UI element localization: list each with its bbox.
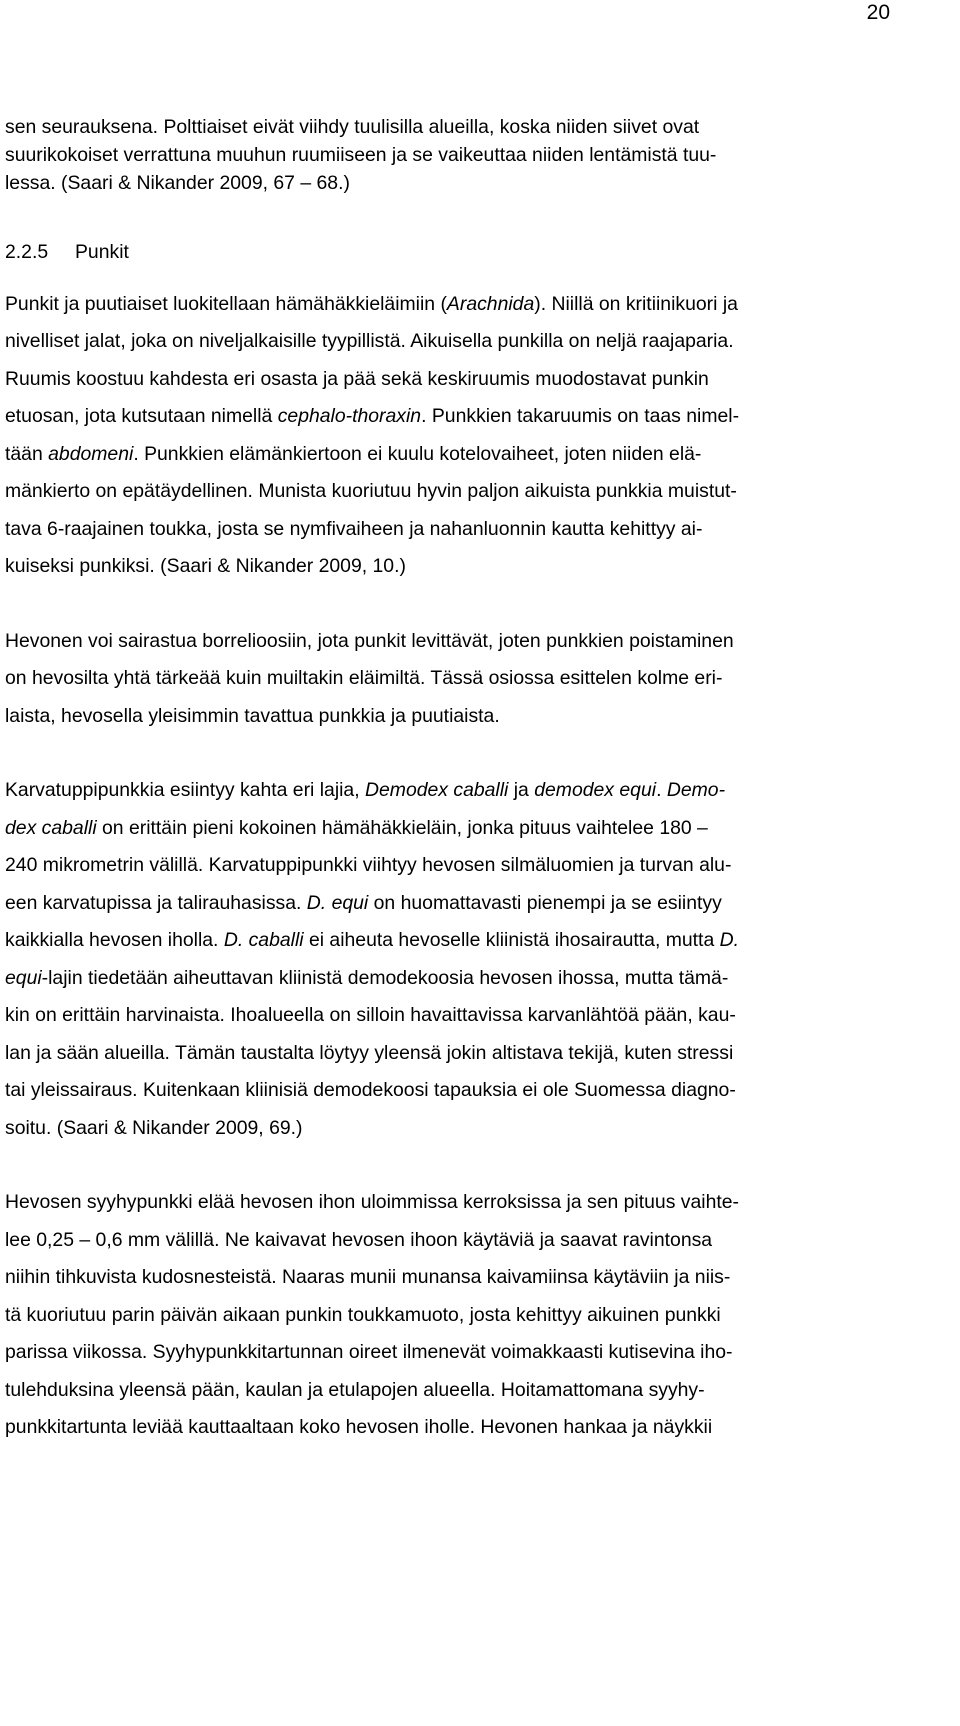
text-run: een karvatupissa ja talirauhasissa. <box>5 891 307 914</box>
text-run: kin on erittäin harvinaista. Ihoalueella on silloin havaittavissa karvanlähtöä pään, kau- <box>5 1004 736 1027</box>
text-run: 240 mikrometrin välillä. Karvatuppipunkki viihtyy hevosen silmäluomien ja turvan alu- <box>5 854 732 877</box>
text-run: tulehduksina yleensä pään, kaulan ja etulapojen alueella. Hoitamattomana syyhy- <box>5 1378 705 1401</box>
text-line <box>5 1110 845 1148</box>
text-run: nivelliset jalat, joka on niveljalkaisille tyypillistä. Aikuisella punkilla on neljä raajaparia. <box>5 330 734 353</box>
section-title: Punkit <box>75 240 129 263</box>
text-run: mänkierto on epätäydellinen. Munista kuoriutuu hyvin paljon aikuista punkkia muistut- <box>5 480 737 503</box>
text-line <box>5 1035 845 1073</box>
text-line <box>5 1372 845 1410</box>
text-run: on huomattavasti pienempi ja se esiintyy <box>368 891 722 914</box>
text-run: . <box>656 779 667 802</box>
text-run: Karvatuppipunkkia esiintyy kahta eri lajia, <box>5 779 365 802</box>
text-line <box>5 885 845 923</box>
text-run: tava 6-raajainen toukka, josta se nymfivaiheen ja nahanluonnin kautta kehittyy ai- <box>5 517 703 540</box>
text-run: kuiseksi punkiksi. (Saari & Nikander 2009, 10.) <box>5 555 406 578</box>
text-line <box>5 361 845 399</box>
text-run: Hevosen syyhypunkki elää hevosen ihon uloimmissa kerroksissa ja sen pituus vaihte- <box>5 1191 739 1214</box>
text-run: Hevonen voi sairastua borrelioosiin, jota punkit levittävät, joten punkkien poistaminen <box>5 629 734 652</box>
text-run: lee 0,25 – 0,6 mm välillä. Ne kaivavat hevosen ihoon käytäviä ja saavat ravintonsa <box>5 1228 713 1251</box>
text-run: Punkit ja puutiaiset luokitellaan hämähäkkieläimiin ( <box>5 292 447 315</box>
text-line <box>5 772 845 810</box>
text-run: tä kuoriutuu parin päivän aikaan punkin toukkamuoto, josta kehittyy aikuinen punkki <box>5 1303 721 1326</box>
italic-term: abdomeni <box>48 442 134 465</box>
text-line <box>5 698 845 736</box>
text-run: niihin tihkuvista kudosnesteistä. Naaras munii munansa kaivamiinsa käytäviin ja niis- <box>5 1266 731 1289</box>
text-line <box>5 511 845 549</box>
text-line <box>5 473 845 511</box>
text-run: soitu. (Saari & Nikander 2009, 69.) <box>5 1116 303 1139</box>
text-line <box>5 548 845 586</box>
text-line <box>5 1334 845 1372</box>
text-run: -lajin tiedetään aiheuttavan kliinistä demodekoosia hevosen ihossa, mutta tämä- <box>41 966 729 989</box>
text-line <box>5 847 845 885</box>
text-line <box>5 398 845 436</box>
italic-term: cephalo-thoraxin <box>277 405 422 428</box>
document-body <box>5 113 845 1447</box>
paragraph-punkit <box>5 286 845 586</box>
text-line <box>5 960 845 998</box>
italic-term: D. caballi <box>223 929 304 952</box>
text-line <box>5 623 845 661</box>
italic-term: Arachnida <box>446 292 535 315</box>
text-line <box>5 1259 845 1297</box>
text-run: kaikkialla hevosen iholla. <box>5 929 224 952</box>
text-run: tään <box>5 442 49 465</box>
text-run: on hevosilta yhtä tärkeää kuin muiltakin eläimiltä. Tässä osiossa esittelen kolme eri- <box>5 667 723 690</box>
italic-term: demodex equi <box>534 779 657 802</box>
text-line <box>5 997 845 1035</box>
text-line <box>5 1222 845 1260</box>
paragraph-borrelioosi <box>5 623 845 736</box>
text-line <box>5 922 845 960</box>
text-line <box>5 286 845 324</box>
text-run: etuosan, jota kutsutaan nimellä <box>5 405 278 428</box>
text-line <box>5 323 845 361</box>
text-line <box>5 810 845 848</box>
italic-term: equi <box>5 966 42 989</box>
text-line <box>5 436 845 474</box>
paragraph-syyhy <box>5 1184 845 1447</box>
italic-term: dex caballi <box>5 816 97 839</box>
text-run: ei aiheuta hevoselle kliinistä ihosairautta, mutta <box>303 929 720 952</box>
text-run: tai yleissairaus. Kuitenkaan kliinisiä demodekoosi tapauksia ei ole Suomessa diagno- <box>5 1079 736 1102</box>
text-run: Ruumis koostuu kahdesta eri osasta ja pää sekä keskiruumis muodostavat punkin <box>5 367 709 390</box>
text-line <box>5 1297 845 1335</box>
text-line: suurikokoiset verrattuna muuhun ruumiiseen ja se vaikeuttaa niiden lentämistä tuu- <box>5 144 717 167</box>
section-heading <box>5 238 845 266</box>
section-number: 2.2.5 <box>5 240 49 263</box>
text-line <box>5 1072 845 1110</box>
text-run: . Punkkien takaruumis on taas nimel- <box>421 405 740 428</box>
text-run: . Punkkien elämänkiertoon ei kuulu kotelovaiheet, joten niiden elä- <box>133 442 702 465</box>
italic-term: D. equi <box>306 891 369 914</box>
text-run: laista, hevosella yleisimmin tavattua punkkia ja puutiaista. <box>5 704 500 727</box>
italic-term: Demodex caballi <box>365 779 509 802</box>
text-run: on erittäin pieni kokoinen hämähäkkieläin, jonka pituus vaihtelee 180 – <box>96 816 708 839</box>
text-line <box>5 1409 845 1447</box>
text-run: lan ja sään alueilla. Tämän taustalta löytyy yleensä jokin altistava tekijä, kuten stressi <box>5 1041 734 1064</box>
text-line: lessa. (Saari & Nikander 2009, 67 – 68.) <box>5 172 350 195</box>
text-line <box>5 660 845 698</box>
italic-term: Demo- <box>666 779 726 802</box>
paragraph-demodex <box>5 772 845 1147</box>
text-line <box>5 1184 845 1222</box>
text-run: parissa viikossa. Syyhypunkkitartunnan oireet ilmenevät voimakkaasti kutisevina iho- <box>5 1341 733 1364</box>
italic-term: D. <box>719 929 740 952</box>
paragraph-intro <box>5 113 845 198</box>
text-run: ja <box>508 779 535 802</box>
text-run: ). Niillä on kritiinikuori ja <box>534 292 738 315</box>
page-number: 20 <box>866 1 890 24</box>
text-line: sen seurauksena. Polttiaiset eivät viihdy tuulisilla alueilla, koska niiden siivet ovat <box>5 116 700 138</box>
text-run: punkkitartunta leviää kauttaaltaan koko hevosen iholle. Hevonen hankaa ja näykkii <box>5 1416 713 1439</box>
